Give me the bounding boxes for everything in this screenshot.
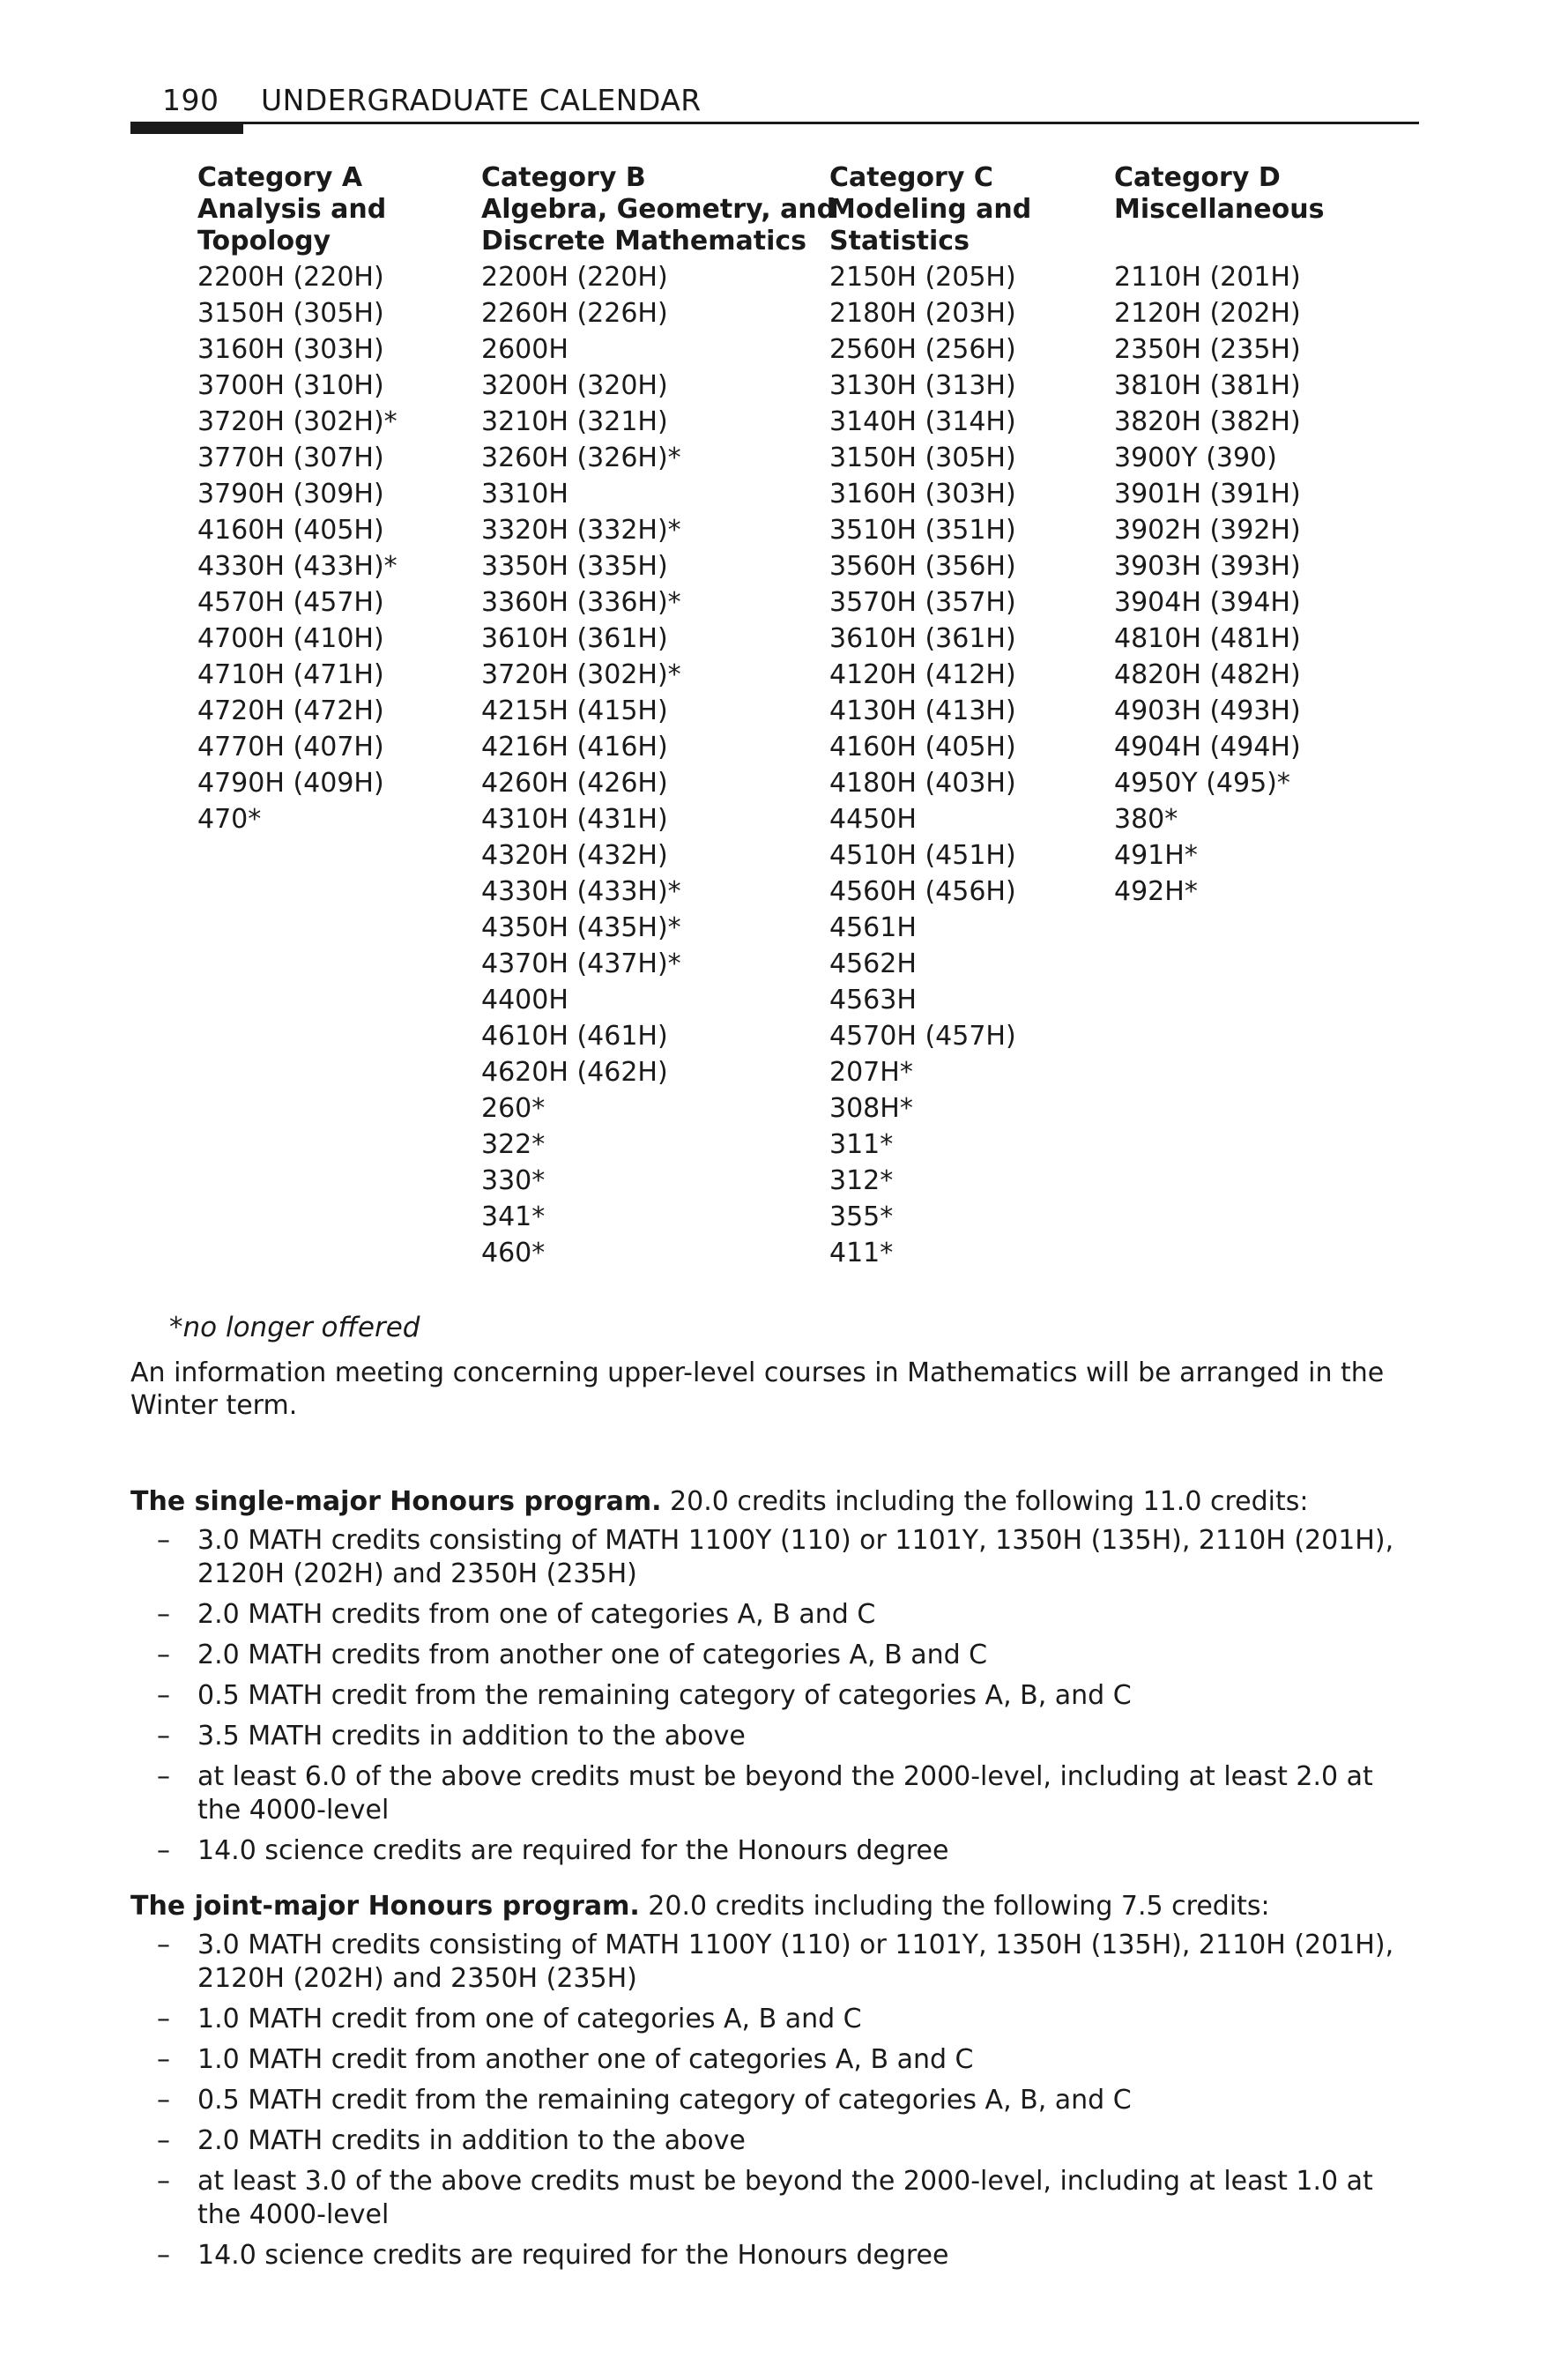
dash-bullet: –	[157, 2085, 170, 2116]
course-item: 4370H (437H)*	[481, 948, 681, 979]
requirement-text: at least 6.0 of the above credits must be beyond the 2000-level, including at least 2.0 at the 4000-level	[197, 1761, 1373, 1826]
course-item: 4160H (405H)	[197, 515, 384, 546]
dash-bullet: –	[157, 1761, 170, 1792]
course-item: 4160H (405H)	[829, 732, 1016, 762]
requirement-item	[130, 2084, 1419, 2117]
course-item: 312*	[829, 1165, 894, 1196]
program-joint-major	[130, 1890, 1419, 2280]
program-title: The joint-major Honours program.	[130, 1891, 640, 1922]
course-item: 4710H (471H)	[197, 659, 384, 690]
requirement-item	[130, 1679, 1419, 1713]
course-item: 4563H	[829, 985, 917, 1015]
course-item: 4450H	[829, 804, 917, 835]
course-item: 4610H (461H)	[481, 1021, 668, 1052]
course-item: 3610H (361H)	[481, 623, 668, 654]
course-item: 4120H (412H)	[829, 659, 1016, 690]
course-item: 4560H (456H)	[829, 876, 1016, 907]
running-title: UNDERGRADUATE CALENDAR	[261, 83, 702, 117]
course-item: 4330H (433H)*	[481, 876, 681, 907]
course-item: 4510H (451H)	[829, 840, 1016, 871]
requirement-item	[130, 2003, 1419, 2036]
course-item: 3130H (313H)	[829, 370, 1016, 401]
program-description: 20.0 credits including the following 11.0 credits:	[661, 1486, 1309, 1517]
course-item: 207H*	[829, 1057, 913, 1088]
requirement-item	[130, 1524, 1419, 1591]
requirement-list	[130, 1929, 1419, 2272]
course-item: 4570H (457H)	[829, 1021, 1016, 1052]
dash-bullet: –	[157, 2240, 170, 2271]
category-heading: Category D Miscellaneous	[1114, 162, 1325, 225]
course-item: 4903H (493H)	[1114, 695, 1301, 726]
course-item: 4216H (416H)	[481, 732, 668, 762]
course-item: 341*	[481, 1201, 546, 1232]
course-list	[829, 259, 1031, 1271]
course-item: 3610H (361H)	[829, 623, 1016, 654]
category-column-c	[829, 162, 1031, 1271]
course-item: 4561H	[829, 912, 917, 943]
course-item: 3200H (320H)	[481, 370, 668, 401]
requirement-item	[130, 1760, 1419, 1827]
dash-bullet: –	[157, 1640, 170, 1670]
course-item: 380*	[1114, 804, 1178, 835]
course-item: 3810H (381H)	[1114, 370, 1301, 401]
course-item: 3510H (351H)	[829, 515, 1016, 546]
course-item: 2180H (203H)	[829, 298, 1016, 329]
requirement-text: 3.0 MATH credits consisting of MATH 1100Y (110) or 1101Y, 1350H (135H), 2110H (201H), 2120H (202H) and 2350H (235H)	[197, 1525, 1394, 1589]
course-item: 308H*	[829, 1093, 913, 1124]
requirement-item	[130, 2043, 1419, 2077]
course-item: 4330H (433H)*	[197, 551, 398, 582]
course-item: 4620H (462H)	[481, 1057, 668, 1088]
course-item: 3820H (382H)	[1114, 406, 1301, 437]
course-item: 3770H (307H)	[197, 443, 384, 473]
course-item: 2560H (256H)	[829, 334, 1016, 365]
course-item: 4570H (457H)	[197, 587, 384, 618]
requirement-text: 2.0 MATH credits from one of categories A, B and C	[197, 1599, 876, 1630]
course-item: 3700H (310H)	[197, 370, 384, 401]
category-heading: Category B Algebra, Geometry, and Discrete Mathematics	[481, 162, 836, 257]
program-heading	[130, 1890, 1419, 1923]
course-item: 4790H (409H)	[197, 768, 384, 799]
program-single-major	[130, 1485, 1419, 1875]
requirement-text: 3.0 MATH credits consisting of MATH 1100Y (110) or 1101Y, 1350H (135H), 2110H (201H), 2120H (202H) and 2350H (235H)	[197, 1930, 1394, 1994]
course-item: 3350H (335H)	[481, 551, 668, 582]
course-item: 330*	[481, 1165, 546, 1196]
course-item: 4310H (431H)	[481, 804, 668, 835]
footnote: *no longer offered	[169, 1312, 420, 1343]
dash-bullet: –	[157, 2125, 170, 2156]
course-item: 2200H (220H)	[197, 262, 384, 293]
course-item: 3160H (303H)	[829, 479, 1016, 509]
program-title: The single-major Honours program.	[130, 1486, 662, 1517]
dash-bullet: –	[157, 1721, 170, 1752]
info-paragraph: An information meeting concerning upper-level courses in Mathematics will be arranged in the Winter term.	[130, 1357, 1385, 1421]
course-item: 3790H (309H)	[197, 479, 384, 509]
course-item: 3320H (332H)*	[481, 515, 681, 546]
course-item: 2110H (201H)	[1114, 262, 1301, 293]
course-item: 355*	[829, 1201, 894, 1232]
dash-bullet: –	[157, 1835, 170, 1866]
category-column-a	[197, 162, 398, 837]
course-item: 4260H (426H)	[481, 768, 668, 799]
course-item: 4700H (410H)	[197, 623, 384, 654]
requirement-item	[130, 1639, 1419, 1672]
course-item: 4130H (413H)	[829, 695, 1016, 726]
course-item: 4400H	[481, 985, 568, 1015]
course-item: 3720H (302H)*	[481, 659, 681, 690]
dash-bullet: –	[157, 1599, 170, 1630]
header-rule-accent	[130, 122, 243, 134]
dash-bullet: –	[157, 2166, 170, 2197]
course-item: 2260H (226H)	[481, 298, 668, 329]
requirement-text: 0.5 MATH credit from the remaining category of categories A, B, and C	[197, 1680, 1132, 1711]
requirement-item	[130, 2165, 1419, 2232]
requirement-text: 2.0 MATH credits in addition to the above	[197, 2125, 746, 2156]
course-item: 260*	[481, 1093, 546, 1124]
course-item: 4180H (403H)	[829, 768, 1016, 799]
requirement-text: 14.0 science credits are required for the Honours degree	[197, 1835, 949, 1866]
category-column-d	[1114, 162, 1324, 910]
course-item: 3260H (326H)*	[481, 443, 681, 473]
course-item: 3560H (356H)	[829, 551, 1016, 582]
course-item: 2200H (220H)	[481, 262, 668, 293]
header-rule	[130, 122, 1419, 124]
requirement-list	[130, 1524, 1419, 1868]
requirement-text: 14.0 science credits are required for the Honours degree	[197, 2240, 949, 2271]
requirement-text: 0.5 MATH credit from the remaining category of categories A, B, and C	[197, 2085, 1132, 2116]
course-item: 4562H	[829, 948, 917, 979]
course-item: 4350H (435H)*	[481, 912, 681, 943]
category-heading: Category A Analysis and Topology	[197, 162, 387, 257]
requirement-item	[130, 1929, 1419, 1996]
course-item: 4320H (432H)	[481, 840, 668, 871]
requirement-item	[130, 1598, 1419, 1632]
requirement-item	[130, 2124, 1419, 2158]
course-list	[1114, 259, 1324, 910]
course-item: 4215H (415H)	[481, 695, 668, 726]
program-heading	[130, 1485, 1419, 1519]
course-item: 3720H (302H)*	[197, 406, 398, 437]
requirement-text: 2.0 MATH credits from another one of categories A, B and C	[197, 1640, 988, 1670]
requirement-item	[130, 1720, 1419, 1753]
course-item: 460*	[481, 1238, 546, 1268]
course-item: 3150H (305H)	[829, 443, 1016, 473]
requirement-item	[130, 2239, 1419, 2272]
course-item: 492H*	[1114, 876, 1198, 907]
course-item: 3902H (392H)	[1114, 515, 1301, 546]
course-item: 3140H (314H)	[829, 406, 1016, 437]
course-item: 2600H	[481, 334, 568, 365]
course-item: 3310H	[481, 479, 568, 509]
dash-bullet: –	[157, 1525, 170, 1556]
course-item: 3570H (357H)	[829, 587, 1016, 618]
course-item: 470*	[197, 804, 262, 835]
course-item: 4820H (482H)	[1114, 659, 1301, 690]
course-item: 3360H (336H)*	[481, 587, 681, 618]
course-item: 491H*	[1114, 840, 1198, 871]
course-item: 3160H (303H)	[197, 334, 384, 365]
dash-bullet: –	[157, 1930, 170, 1960]
course-item: 4904H (494H)	[1114, 732, 1301, 762]
requirement-text: at least 3.0 of the above credits must be beyond the 2000-level, including at least 1.0 at the 4000-level	[197, 2166, 1373, 2230]
page-header	[162, 83, 702, 117]
dash-bullet: –	[157, 1680, 170, 1711]
course-item: 4810H (481H)	[1114, 623, 1301, 654]
course-item: 4770H (407H)	[197, 732, 384, 762]
course-item: 322*	[481, 1129, 546, 1160]
course-list	[481, 259, 836, 1271]
category-column-b	[481, 162, 836, 1271]
requirement-text: 1.0 MATH credit from another one of categories A, B and C	[197, 2044, 974, 2075]
requirement-text: 1.0 MATH credit from one of categories A, B and C	[197, 2004, 862, 2034]
page-number: 190	[162, 83, 219, 117]
course-item: 311*	[829, 1129, 894, 1160]
course-item: 3904H (394H)	[1114, 587, 1301, 618]
requirement-text: 3.5 MATH credits in addition to the above	[197, 1721, 746, 1752]
course-item: 2150H (205H)	[829, 262, 1016, 293]
course-item: 3210H (321H)	[481, 406, 668, 437]
program-description: 20.0 credits including the following 7.5 credits:	[639, 1891, 1270, 1922]
course-item: 3901H (391H)	[1114, 479, 1301, 509]
course-item: 2350H (235H)	[1114, 334, 1301, 365]
course-item: 3900Y (390)	[1114, 443, 1277, 473]
dash-bullet: –	[157, 2004, 170, 2034]
course-item: 2120H (202H)	[1114, 298, 1301, 329]
category-heading: Category C Modeling and Statistics	[829, 162, 1032, 257]
requirement-item	[130, 1834, 1419, 1868]
course-list	[197, 259, 398, 837]
course-item: 3903H (393H)	[1114, 551, 1301, 582]
course-item: 4950Y (495)*	[1114, 768, 1290, 799]
dash-bullet: –	[157, 2044, 170, 2075]
course-item: 3150H (305H)	[197, 298, 384, 329]
course-item: 411*	[829, 1238, 894, 1268]
course-item: 4720H (472H)	[197, 695, 384, 726]
